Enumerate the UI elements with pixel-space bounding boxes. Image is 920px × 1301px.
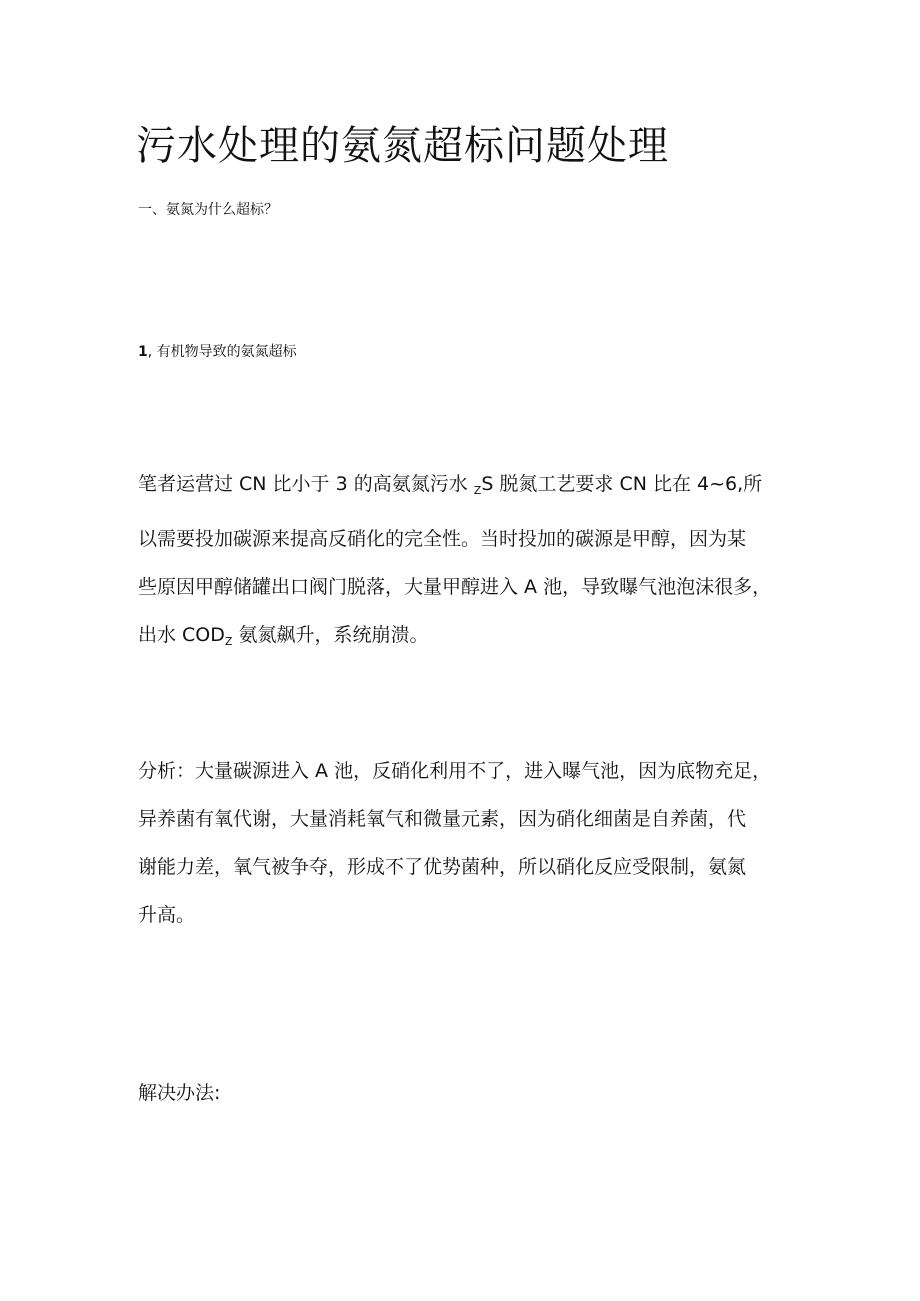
solution-label: 解决办法: (138, 1082, 221, 1104)
paragraph-line: 些原因甲醇储罐出口阀门脱落，大量甲醇进入 A 池，导致曝气池泡沫很多， (138, 576, 772, 598)
paragraph-line: 升高。 (138, 904, 196, 926)
section-heading: 一、氨氮为什么超标？ (138, 202, 278, 218)
text-segment: 出水 COD (138, 624, 225, 646)
document-title: 污水处理的氨氮超标问题处理 (136, 123, 669, 169)
sub-heading-text: , 有机物导致的氨氮超标 (147, 344, 297, 360)
subscript-mark: Z (224, 635, 233, 648)
paragraph-line (138, 611, 794, 666)
paragraph-line (138, 460, 794, 515)
sub-heading-number: 1 (138, 344, 148, 360)
text-segment: 笔者运营过 CN 比小于 3 的高氨氮污水 (138, 473, 474, 495)
sub-heading (138, 341, 297, 361)
subscript-mark: Z (473, 484, 482, 497)
paragraph-line: 以需要投加碳源来提高反硝化的完全性。当时投加的碳源是甲醇，因为某 (138, 528, 747, 550)
text-segment: 氨氮飙升，系统崩溃。 (232, 624, 429, 646)
paragraph-incident (138, 460, 794, 666)
paragraph-line: 谢能力差，氧气被争夺，形成不了优势菌种，所以硝化反应受限制，氨氮 (138, 856, 747, 878)
paragraph-line: 分析：大量碳源进入 A 池，反硝化利用不了，进入曝气池，因为底物充足， (138, 760, 772, 782)
text-segment: S 脱氮工艺要求 CN 比在 4~6,所 (481, 473, 763, 495)
paragraph-line: 异养菌有氧代谢，大量消耗氧气和微量元素，因为硝化细菌是自养菌，代 (138, 808, 747, 830)
paragraph-analysis (138, 747, 794, 939)
